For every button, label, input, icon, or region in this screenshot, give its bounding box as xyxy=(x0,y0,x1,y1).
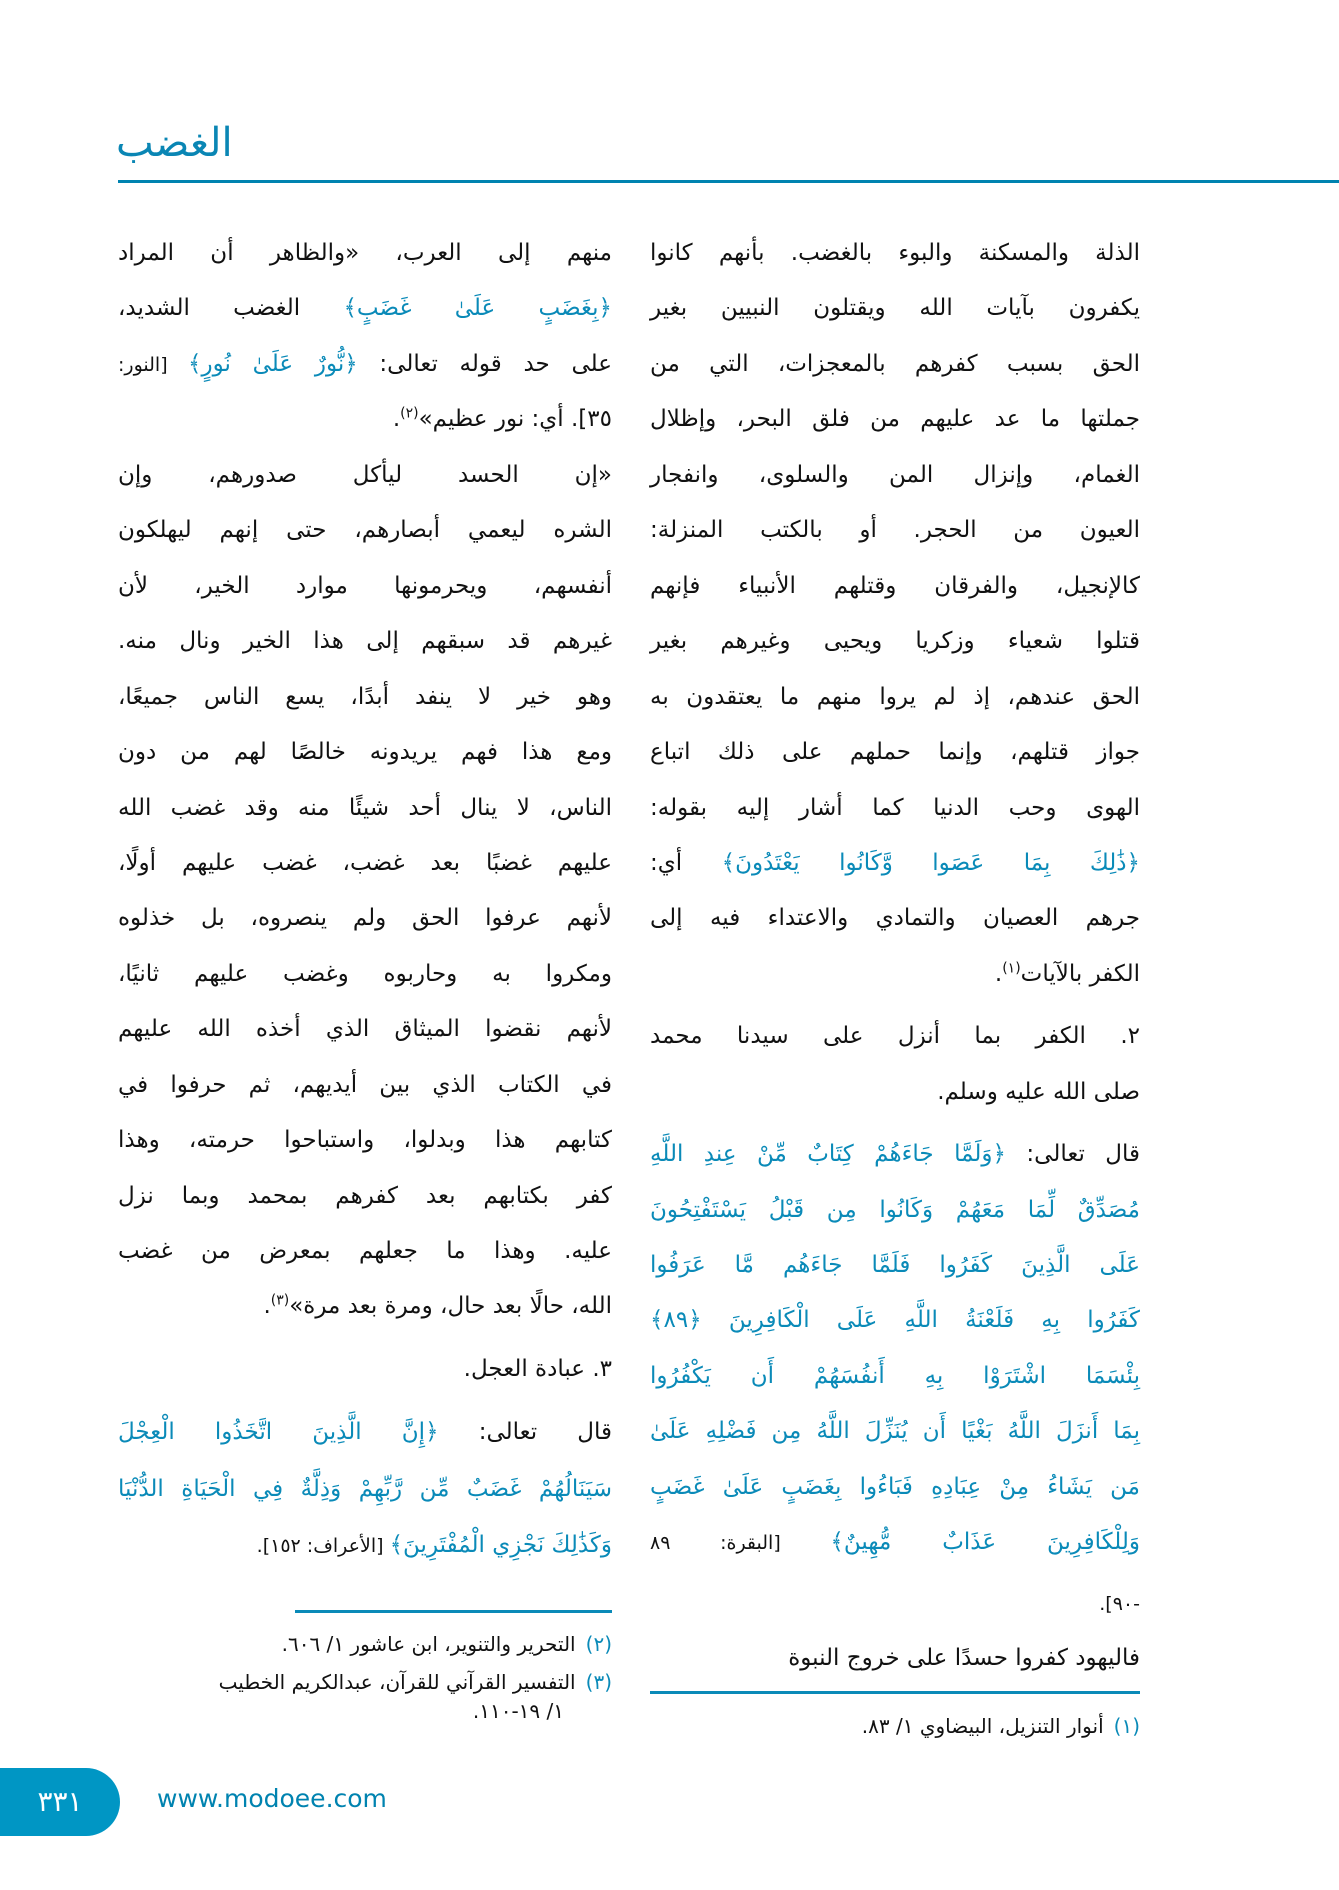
footnote-marker: (٣) xyxy=(270,1292,290,1309)
footnote-number: (٣) xyxy=(585,1670,612,1694)
quran-text: بِئْسَمَا اشْتَرَوْا بِهِ أَنفُسَهُمْ أَن يَكْفُرُوا xyxy=(650,1363,1140,1389)
body-text: الشره ليعمي أبصارهم، حتى إنهم ليهلكون xyxy=(118,517,612,543)
quran-text: مَن يَشَاءُ مِنْ عِبَادِهِ فَبَاءُوا بِغَضَبٍ عَلَىٰ غَضَبٍ xyxy=(650,1474,1140,1500)
text-line xyxy=(650,566,1140,606)
body-text: قال تعالى: xyxy=(438,1419,612,1445)
body-text: فاليهود كفروا حسدًا على خروج النبوة xyxy=(788,1645,1140,1671)
body-text: الكفر بالآيات xyxy=(1020,961,1140,987)
text-line xyxy=(118,732,612,772)
text-line xyxy=(118,621,612,661)
body-text: ومكروا به وحاربوه وغضب عليهم ثانيًا، xyxy=(118,961,612,987)
body-text: . xyxy=(392,406,401,432)
quran-verse-line xyxy=(118,288,612,328)
text-line xyxy=(118,1120,612,1160)
text-line xyxy=(650,455,1140,495)
text-line xyxy=(650,732,1140,772)
quran-verse-line xyxy=(650,1356,1140,1396)
quran-text: وَلِلْكَافِرِينَ عَذَابٌ مُّهِينٌ﴾ xyxy=(830,1529,1141,1555)
body-text: أي: xyxy=(650,850,722,876)
text-line xyxy=(650,1583,1140,1623)
body-text: الذلة والمسكنة والبوء بالغضب. بأنهم كانوا xyxy=(650,240,1140,266)
quran-text: ﴿وَلَمَّا جَاءَهُمْ كِتَابٌ مِّنْ عِندِ اللَّهِ xyxy=(650,1141,1006,1167)
footnote xyxy=(282,1628,612,1660)
quran-verse-line xyxy=(650,1134,1140,1174)
body-text: جواز قتلهم، وإنما حملهم على ذلك اتباع xyxy=(650,739,1140,765)
quran-verse-line xyxy=(650,1300,1140,1340)
text-line xyxy=(650,1016,1140,1056)
quran-verse-line xyxy=(650,1467,1140,1507)
body-text: قال تعالى: xyxy=(1005,1141,1140,1167)
text-line xyxy=(118,1231,612,1271)
text-line xyxy=(118,399,612,439)
body-text: صلى الله عليه وسلم. xyxy=(937,1079,1140,1105)
text-line xyxy=(118,788,612,828)
text-line xyxy=(118,1349,612,1389)
text-line xyxy=(118,677,612,717)
body-text: ومع هذا فهم يريدونه خالصًا لهم من دون xyxy=(118,739,612,765)
body-text: الحق بسبب كفرهم بالمعجزات، التي من xyxy=(650,351,1140,377)
body-text: كفر بكتابهم بعد كفرهم بمحمد وبما نزل xyxy=(118,1183,612,1209)
body-text: أنفسهم، ويحرمونها موارد الخير، لأن xyxy=(118,573,612,599)
text-line xyxy=(118,898,612,938)
body-text: لأنهم عرفوا الحق ولم ينصروه، بل خذلوه xyxy=(118,905,612,931)
body-text: جملتها ما عد عليهم من فلق البحر، وإظلال xyxy=(650,406,1140,432)
body-text: عليهم غضبًا بعد غضب، غضب عليهم أولًا، xyxy=(118,850,612,876)
text-line xyxy=(650,233,1140,273)
quran-text: بِمَا أَنزَلَ اللَّهُ بَغْيًا أَن يُنَزِّلَ اللَّهُ مِن فَضْلِهِ عَلَىٰ xyxy=(650,1418,1140,1444)
body-text: الناس، لا ينال أحد شيئًا منه وقد غضب الله xyxy=(118,795,612,821)
text-line xyxy=(650,621,1140,661)
header-rule xyxy=(118,180,1339,183)
quran-text: ﴿بِغَضَبٍ عَلَىٰ غَضَبٍ﴾ xyxy=(343,295,612,321)
quran-verse-line xyxy=(118,1412,612,1452)
text-line xyxy=(118,1009,612,1049)
body-text: كالإنجيل، والفرقان وقتلهم الأنبياء فإنهم xyxy=(650,573,1140,599)
quran-text: عَلَى الَّذِينَ كَفَرُوا فَلَمَّا جَاءَهُم مَّا عَرَفُوا xyxy=(650,1252,1140,1278)
body-text: . xyxy=(263,1293,271,1319)
body-text: ٣٥]. أي: نور عظيم» xyxy=(418,406,612,432)
text-line xyxy=(118,233,612,273)
text-line xyxy=(650,344,1140,384)
body-text: عليه. وهذا ما جعلهم بمعرض من غضب xyxy=(118,1238,612,1264)
footnote-marker: (٢) xyxy=(400,405,419,422)
quran-text: وَكَذَٰلِكَ نَجْزِي الْمُفْتَرِينَ﴾ xyxy=(389,1532,612,1558)
quran-text: مُصَدِّقٌ لِّمَا مَعَهُمْ وَكَانُوا مِن قَبْلُ يَسْتَفْتِحُونَ xyxy=(650,1197,1140,1223)
body-text: قتلوا شعياء وزكريا ويحيى وغيرهم بغير xyxy=(650,628,1140,654)
body-text: كتابهم هذا وبدلوا، واستباحوا حرمته، وهذا xyxy=(118,1127,612,1153)
quran-verse-line xyxy=(118,344,612,384)
body-text: . xyxy=(994,961,1003,987)
footnote-text: أنوار التنزيل، البيضاوي ١/ ٨٣. xyxy=(861,1714,1104,1738)
quran-text: كَفَرُوا بِهِ فَلَعْنَةُ اللَّهِ عَلَى الْكَافِرِينَ ﴿٨٩﴾ xyxy=(650,1307,1140,1333)
verse-reference: -٩٠]. xyxy=(1099,1593,1140,1615)
quran-verse-line xyxy=(650,843,1140,883)
text-line xyxy=(650,399,1140,439)
text-line xyxy=(650,1072,1140,1112)
footnote-number: (٢) xyxy=(585,1632,612,1656)
text-line xyxy=(650,1638,1140,1678)
text-line xyxy=(650,954,1140,994)
quran-verse-line xyxy=(118,1525,612,1565)
body-text: العيون من الحجر. أو بالكتب المنزلة: xyxy=(650,517,1140,543)
quran-verse-line xyxy=(118,1469,612,1509)
footnote-marker: (١) xyxy=(1002,960,1021,977)
text-line xyxy=(118,954,612,994)
body-text: الغمام، وإنزال المن والسلوى، وانفجار xyxy=(650,462,1140,488)
body-text: الحق عندهم، إذ لم يروا منهم ما يعتقدون به xyxy=(650,684,1140,710)
footnote-number: (١) xyxy=(1113,1714,1140,1738)
body-text: يكفرون بآيات الله ويقتلون النبيين بغير xyxy=(650,295,1140,321)
quran-verse-line xyxy=(650,1245,1140,1285)
body-text: لأنهم نقضوا الميثاق الذي أخذه الله عليهم xyxy=(118,1016,612,1042)
quran-text: ﴿ذَٰلِكَ بِمَا عَصَوا وَّكَانُوا يَعْتَدُونَ﴾ xyxy=(721,850,1140,876)
text-line xyxy=(118,510,612,550)
text-line xyxy=(650,677,1140,717)
website-link[interactable]: www.modoee.com xyxy=(157,1784,387,1813)
footnote-text: التفسير القرآني للقرآن، عبدالكريم الخطيب xyxy=(218,1670,576,1694)
body-text: «إن الحسد ليأكل صدورهم، وإن xyxy=(118,462,612,488)
body-text: الهوى وحب الدنيا كما أشار إليه بقوله: xyxy=(650,795,1140,821)
footnote xyxy=(473,1695,612,1727)
text-line xyxy=(650,898,1140,938)
text-line xyxy=(650,510,1140,550)
body-text: ٢. الكفر بما أنزل على سيدنا محمد xyxy=(650,1023,1140,1049)
page-number-badge: ٣٣١ xyxy=(0,1768,120,1836)
footnote xyxy=(219,1666,612,1698)
quran-verse-line xyxy=(650,1522,1140,1562)
page-header-title: الغضب xyxy=(116,120,233,166)
body-text: في الكتاب الذي بين أيديهم، ثم حرفوا في xyxy=(118,1072,612,1098)
quran-text: سَيَنَالُهُمْ غَضَبٌ مِّن رَّبِّهِمْ وَذِلَّةٌ فِي الْحَيَاةِ الدُّنْيَا xyxy=(118,1476,612,1502)
footnote xyxy=(862,1710,1140,1742)
verse-reference: [البقرة: ٨٩ xyxy=(650,1532,831,1554)
footnote-separator-right xyxy=(650,1691,1140,1694)
body-text: منهم إلى العرب، «والظاهر أن المراد xyxy=(118,240,612,266)
text-line xyxy=(650,788,1140,828)
text-line xyxy=(118,1286,612,1326)
text-line xyxy=(118,843,612,883)
body-text: ٣. عبادة العجل. xyxy=(463,1356,612,1382)
quran-verse-line xyxy=(650,1190,1140,1230)
quran-text: ﴿إِنَّ الَّذِينَ اتَّخَذُوا الْعِجْلَ xyxy=(118,1419,439,1445)
footnote-text: ١/ ١٩-١١٠. xyxy=(472,1699,564,1723)
body-text: وهو خير لا ينفد أبدًا، يسع الناس جميعًا، xyxy=(118,684,612,710)
verse-reference: [النور: xyxy=(118,354,189,376)
verse-reference: [الأعراف: ١٥٢]. xyxy=(256,1535,390,1557)
quran-verse-line xyxy=(650,1411,1140,1451)
text-line xyxy=(118,566,612,606)
body-text: غيرهم قد سبقهم إلى هذا الخير ونال منه. xyxy=(118,628,612,654)
footnote-text: التحرير والتنوير، ابن عاشور ١/ ٦٠٦. xyxy=(281,1632,576,1656)
body-text: الله، حالًا بعد حال، ومرة بعد مرة» xyxy=(289,1293,612,1319)
body-text: على حد قوله تعالى: xyxy=(357,351,612,377)
quran-text: ﴿نُّورٌ عَلَىٰ نُورٍ﴾ xyxy=(188,351,358,377)
text-line xyxy=(118,1065,612,1105)
body-text: جرهم العصيان والتمادي والاعتداء فيه إلى xyxy=(650,905,1140,931)
footnote-separator-left xyxy=(295,1610,612,1613)
text-line xyxy=(650,288,1140,328)
text-line xyxy=(118,455,612,495)
text-line xyxy=(118,1176,612,1216)
body-text: الغضب الشديد، xyxy=(118,295,344,321)
